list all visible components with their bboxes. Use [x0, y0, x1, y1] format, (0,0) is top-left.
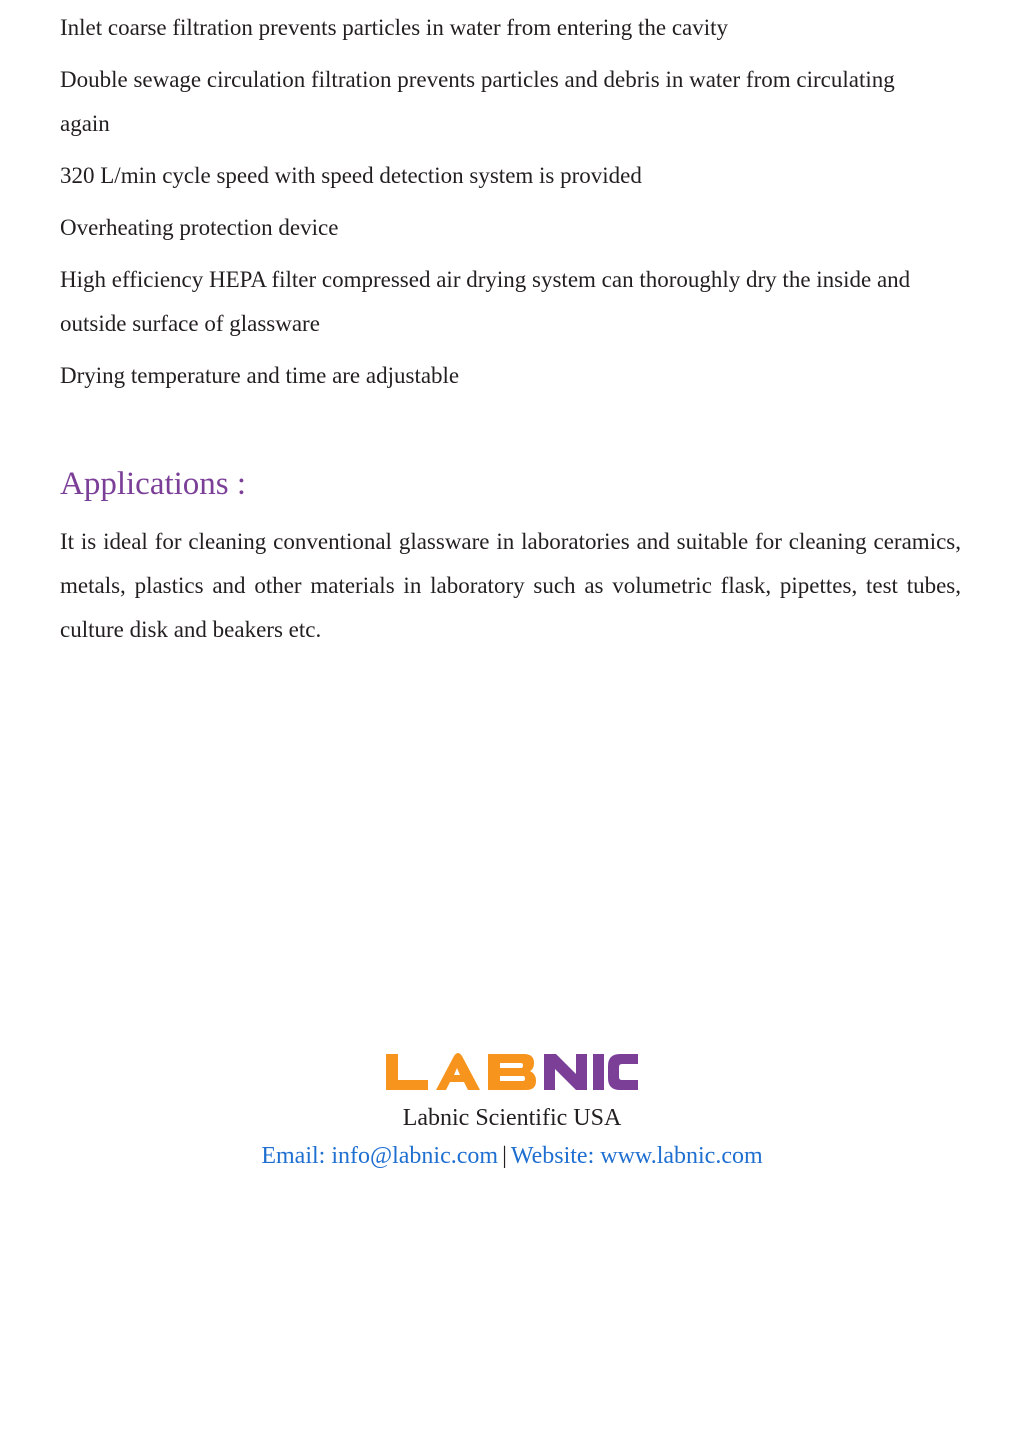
applications-text: It is ideal for cleaning conventional glassware in laboratories and suitable for cleaning ceramics, metals, plastics and other materials in laboratory such as volumetric flask, pipettes, test tubes, culture disk and beakers etc. — [60, 529, 961, 642]
feature-item: High efficiency HEPA filter compressed air drying system can thoroughly dry the inside and outside surface of glassware — [60, 267, 911, 336]
feature-item: Drying temperature and time are adjustable — [60, 363, 460, 388]
feature-item: Double sewage circulation filtration prevents particles and debris in water from circulating again — [60, 67, 895, 136]
feature-item: Overheating protection device — [60, 215, 339, 240]
feature-item: 320 L/min cycle speed with speed detection system is provided — [60, 163, 642, 188]
company-name: Labnic Scientific USA — [402, 1105, 622, 1131]
email-link[interactable]: Email: info@labnic.com — [261, 1143, 499, 1169]
labnic-logo — [384, 1050, 640, 1094]
applications-heading: Applications : — [60, 466, 247, 502]
feature-list — [60, 6, 940, 406]
contact-separator: | — [502, 1143, 507, 1169]
contact-line — [0, 1140, 1024, 1172]
website-link[interactable]: Website: www.labnic.com — [510, 1143, 763, 1169]
feature-item: Inlet coarse filtration prevents particles in water from entering the cavity — [60, 15, 729, 40]
footer — [0, 1050, 1024, 1172]
